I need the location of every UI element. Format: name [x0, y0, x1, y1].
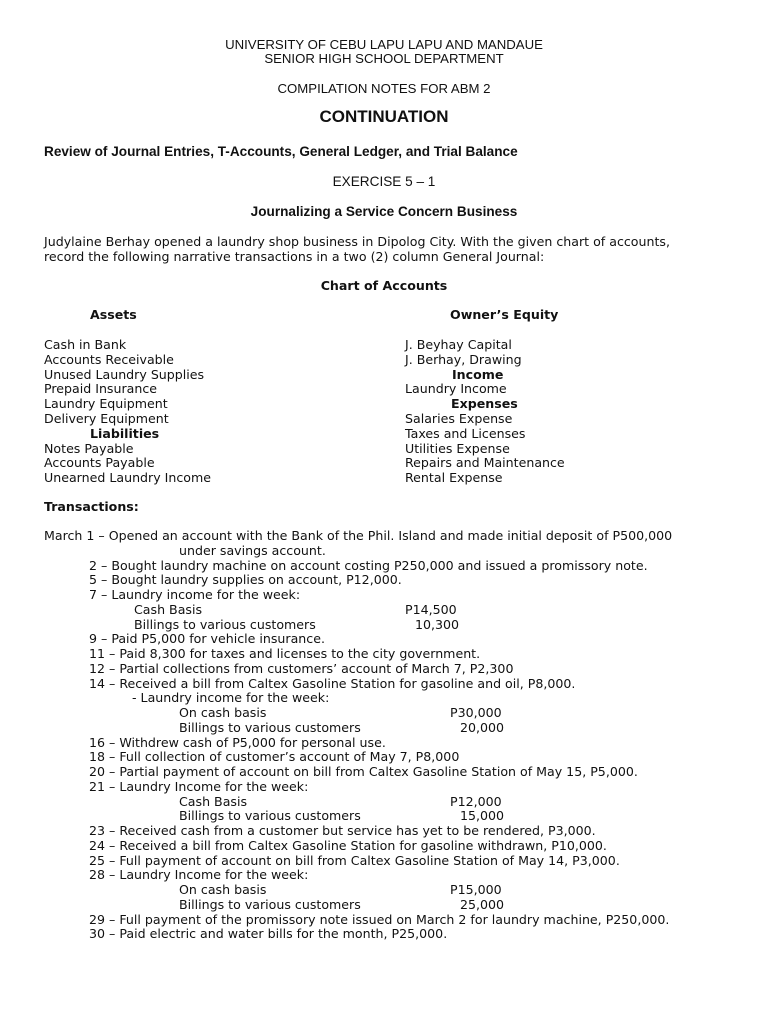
income-detail-row: Billings to various customers 15,000	[179, 808, 505, 824]
account-item: Accounts Payable	[44, 455, 155, 471]
transaction-row: 12 – Partial collections from customers’ account of March 7, P2,300	[89, 660, 514, 676]
income-detail-row: Cash Basis P14,500	[134, 601, 457, 617]
intro-line-2: record the following narrative transactions in a two (2) column General Journal:	[44, 249, 545, 264]
income-detail-row: Billings to various customers 20,000	[179, 719, 505, 735]
account-item: Laundry Equipment	[44, 396, 168, 412]
account-item: Laundry Income	[405, 381, 507, 397]
intro-line-1: Judylaine Berhay opened a laundry shop business in Dipolog City. With the given chart of accounts,	[44, 234, 670, 249]
transaction-row: 30 – Paid electric and water bills for the month, P25,000.	[89, 926, 448, 942]
account-item: Accounts Receivable	[44, 351, 174, 367]
income-detail-row: Billings to various customers 10,300	[134, 616, 460, 632]
account-item: Cash in Bank	[44, 337, 127, 352]
page-title: CONTINUATION	[319, 107, 449, 126]
account-item: Rental Expense	[405, 470, 503, 486]
account-item: Prepaid Insurance	[44, 381, 158, 397]
transaction-row: 16 – Withdrew cash of P5,000 for personal use.	[89, 734, 386, 750]
account-item: Repairs and Maintenance	[405, 455, 565, 471]
transaction-row: 20 – Partial payment of account on bill from Caltex Gasoline Station of May 15, P5,000.	[89, 764, 638, 779]
liabilities-heading: Liabilities	[90, 425, 160, 441]
transaction-row: - Laundry income for the week:	[132, 690, 330, 706]
department-name: SENIOR HIGH SCHOOL DEPARTMENT	[264, 51, 504, 66]
transaction-row: 24 – Received a bill from Caltex Gasoline Station for gasoline withdrawn, P10,000.	[89, 837, 607, 853]
transaction-row: March 1 – Opened an account with the Bank of the Phil. Island and made initial deposit of P500,000	[44, 528, 673, 543]
account-item: Taxes and Licenses	[405, 425, 526, 441]
transaction-row: 21 – Laundry Income for the week:	[89, 778, 309, 794]
transaction-row: 9 – Paid P5,000 for vehicle insurance.	[89, 631, 325, 647]
transactions-heading: Transactions:	[44, 499, 139, 514]
assets-heading: Assets	[90, 307, 137, 322]
income-detail-row: Billings to various customers 25,000	[179, 896, 505, 912]
transaction-row: 5 – Bought laundry supplies on account, P12,000.	[89, 572, 402, 588]
transaction-row: 25 – Full payment of account on bill from Caltex Gasoline Station of May 14, P3,000.	[89, 852, 620, 868]
account-item: Notes Payable	[44, 440, 134, 456]
transaction-row: 7 – Laundry income for the week:	[89, 587, 301, 602]
income-detail-row: On cash basis P30,000	[179, 705, 502, 720]
transaction-row: 18 – Full collection of customer’s account of May 7, P8,000	[89, 749, 460, 765]
transaction-row: 29 – Full payment of the promissory note issued on March 2 for laundry machine, P250,000.	[89, 911, 670, 927]
transaction-row: 11 – Paid 8,300 for taxes and licenses to the city government.	[89, 646, 481, 661]
transaction-row: 23 – Received cash from a customer but service has yet to be rendered, P3,000.	[89, 823, 596, 838]
transactions-list	[44, 529, 764, 942]
income-heading: Income	[452, 366, 504, 382]
account-item: Utilities Expense	[405, 440, 510, 456]
transaction-row: under savings account.	[179, 542, 326, 558]
expenses-heading: Expenses	[451, 396, 518, 412]
exercise-title: Journalizing a Service Concern Business	[250, 204, 518, 219]
account-item: Delivery Equipment	[44, 410, 169, 426]
right-accounts-list	[405, 338, 565, 486]
income-detail-row: On cash basis P15,000	[179, 882, 502, 897]
account-item: Unearned Laundry Income	[44, 470, 212, 486]
account-item: J. Berhay, Drawing	[405, 351, 522, 367]
transaction-row: 2 – Bought laundry machine on account costing P250,000 and issued a promissory note.	[89, 557, 648, 573]
transaction-row: 28 – Laundry Income for the week:	[89, 867, 309, 883]
account-item: J. Beyhay Capital	[405, 337, 512, 352]
account-item: Salaries Expense	[405, 410, 513, 426]
compilation-notes: COMPILATION NOTES FOR ABM 2	[277, 81, 491, 96]
owners-equity-heading: Owner’s Equity	[450, 307, 559, 322]
chart-of-accounts-title: Chart of Accounts	[320, 278, 448, 293]
account-item: Unused Laundry Supplies	[44, 366, 205, 382]
transaction-row: 14 – Received a bill from Caltex Gasoline Station for gasoline and oil, P8,000.	[89, 675, 576, 691]
income-detail-row: Cash Basis P12,000	[179, 793, 502, 809]
left-accounts-list	[44, 338, 211, 486]
university-name: UNIVERSITY OF CEBU LAPU LAPU AND MANDAUE	[225, 37, 543, 52]
review-heading: Review of Journal Entries, T-Accounts, General Ledger, and Trial Balance	[44, 144, 518, 159]
exercise-number: EXERCISE 5 – 1	[332, 174, 436, 189]
